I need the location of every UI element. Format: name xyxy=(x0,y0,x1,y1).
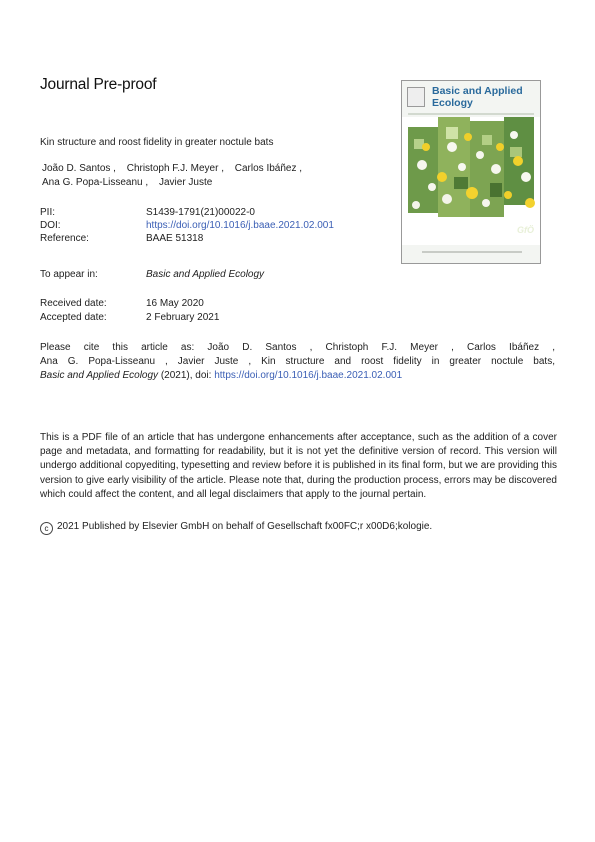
cover-divider xyxy=(408,113,534,115)
citation-line-1: Please cite this article as: João D. Santos , Christoph F.J. Meyer , Carlos Ibáñez , xyxy=(40,342,555,353)
accepted-label: Accepted date: xyxy=(40,312,107,323)
journal-pre-proof-label: Journal Pre-proof xyxy=(40,76,157,93)
copyright-icon: c xyxy=(40,522,53,535)
author-name: Carlos Ibáñez , xyxy=(234,163,303,174)
author-name: João D. Santos , xyxy=(42,163,116,174)
pre-proof-notice: This is a PDF file of an article that has undergone enhancements after acceptance, such as the addition of a cover page and metadata, and formatting for readability, but it is not yet the definitive version of record. This version will undergo additional copyediting, typesetting and review before it is published in its final form, but we are providing this version to give early visibility of the article. Please note that, during the production process, errors may be discovered which could affect the content, and all legal disclaimers that apply to the journal pertain. xyxy=(40,432,557,500)
appear-journal: Basic and Applied Ecology xyxy=(146,269,265,280)
author-name: Javier Juste xyxy=(158,177,213,188)
cover-footer-line xyxy=(422,251,522,253)
pii-value: S1439-1791(21)00022-0 xyxy=(146,207,255,218)
appear-label: To appear in: xyxy=(40,269,98,280)
accepted-value: 2 February 2021 xyxy=(146,312,220,323)
elsevier-logo-icon xyxy=(407,87,425,107)
received-label: Received date: xyxy=(40,298,107,309)
copyright-text: 2021 Published by Elsevier GmbH on behalf of Gesellschaft fx00FC;r x00D6;kologie. xyxy=(57,521,433,532)
doi-label: DOI: xyxy=(40,220,61,231)
journal-cover-image xyxy=(401,80,541,264)
citation-doi-link[interactable]: https://doi.org/10.1016/j.baae.2021.02.001 xyxy=(214,370,403,381)
cover-journal-title: Basic and Applied Ecology xyxy=(432,85,523,109)
pii-label: PII: xyxy=(40,207,56,218)
reference-value: BAAE 51318 xyxy=(146,233,204,244)
copyright-line xyxy=(40,521,432,535)
citation-line-3 xyxy=(40,369,555,383)
doi-link[interactable]: https://doi.org/10.1016/j.baae.2021.02.001 xyxy=(146,220,334,231)
author-name: Ana G. Popa-Lisseanu , xyxy=(42,177,149,188)
article-title: Kin structure and roost fidelity in greater noctule bats xyxy=(40,137,274,148)
citation-block xyxy=(40,341,555,383)
author-name: Christoph F.J. Meyer , xyxy=(126,163,224,174)
citation-journal: Basic and Applied Ecology xyxy=(40,370,159,381)
author-list xyxy=(42,162,372,190)
author-line-2 xyxy=(42,176,372,190)
received-value: 16 May 2020 xyxy=(146,298,204,309)
cover-footer xyxy=(402,245,540,263)
author-line-1 xyxy=(42,162,372,176)
reference-label: Reference: xyxy=(40,233,89,244)
cover-gfo-badge: GfÖ xyxy=(517,225,534,235)
citation-year-doi: (2021), doi: xyxy=(158,370,215,381)
citation-line-2: Ana G. Popa-Lisseanu , Javier Juste , Kin structure and roost fidelity in greater noctule bats, xyxy=(40,356,555,367)
